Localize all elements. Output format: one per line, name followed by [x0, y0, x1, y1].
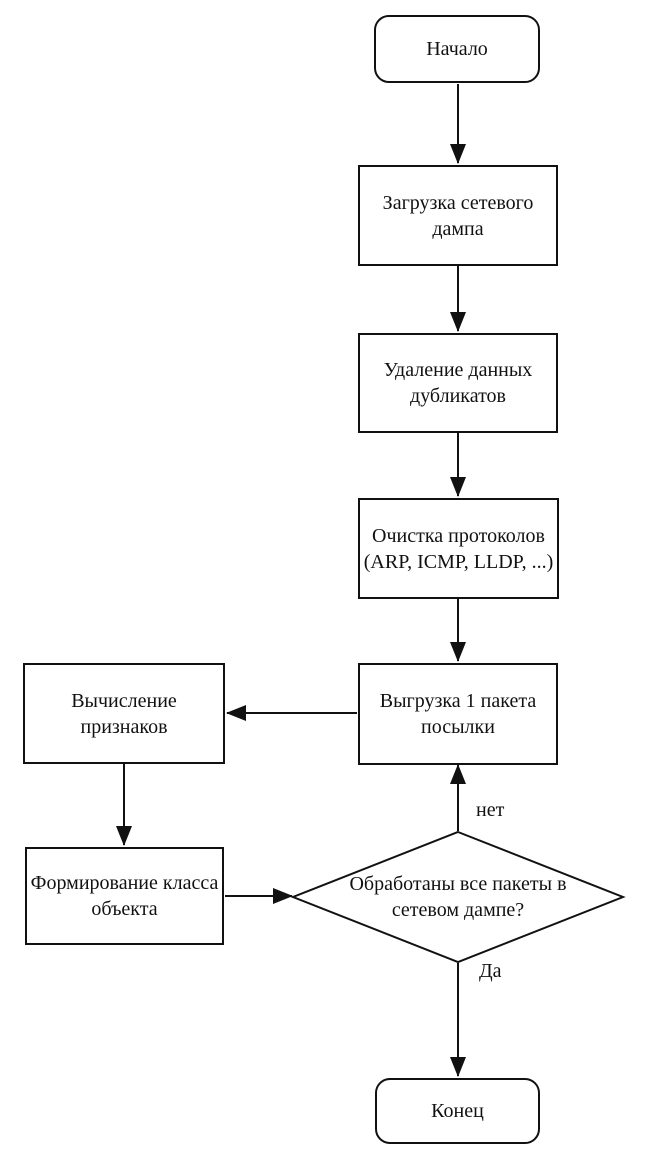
node-clean-protocols-label: Очистка протоколов (ARP, ICMP, LLDP, ...)	[363, 524, 554, 573]
node-form-object-class	[25, 847, 224, 945]
node-remove-duplicates	[358, 333, 558, 433]
edge-label-yes: Да	[479, 960, 502, 982]
node-load-dump	[358, 165, 558, 266]
node-remove-duplicates-label: Удаление данных дубликатов	[383, 359, 533, 407]
edge-label-no: нет	[476, 799, 505, 821]
node-form-object-class-label: Формирование класса объекта	[30, 872, 219, 920]
node-load-dump-label: Загрузка сетевого дампа	[382, 191, 534, 240]
node-extract-packet-label: Выгрузка 1 пакета посылки	[379, 690, 537, 738]
node-decision-label: Обработаны все пакеты в сетевом дампе?	[349, 873, 567, 921]
node-start	[374, 15, 540, 83]
node-decision	[328, 860, 588, 934]
node-end-label: Конец	[431, 1100, 484, 1122]
node-extract-packet	[358, 663, 558, 765]
node-start-label: Начало	[426, 38, 488, 60]
node-clean-protocols	[358, 498, 559, 599]
node-compute-features-label: Вычисление признаков	[71, 689, 177, 738]
node-compute-features	[23, 663, 225, 764]
node-end	[375, 1078, 540, 1144]
